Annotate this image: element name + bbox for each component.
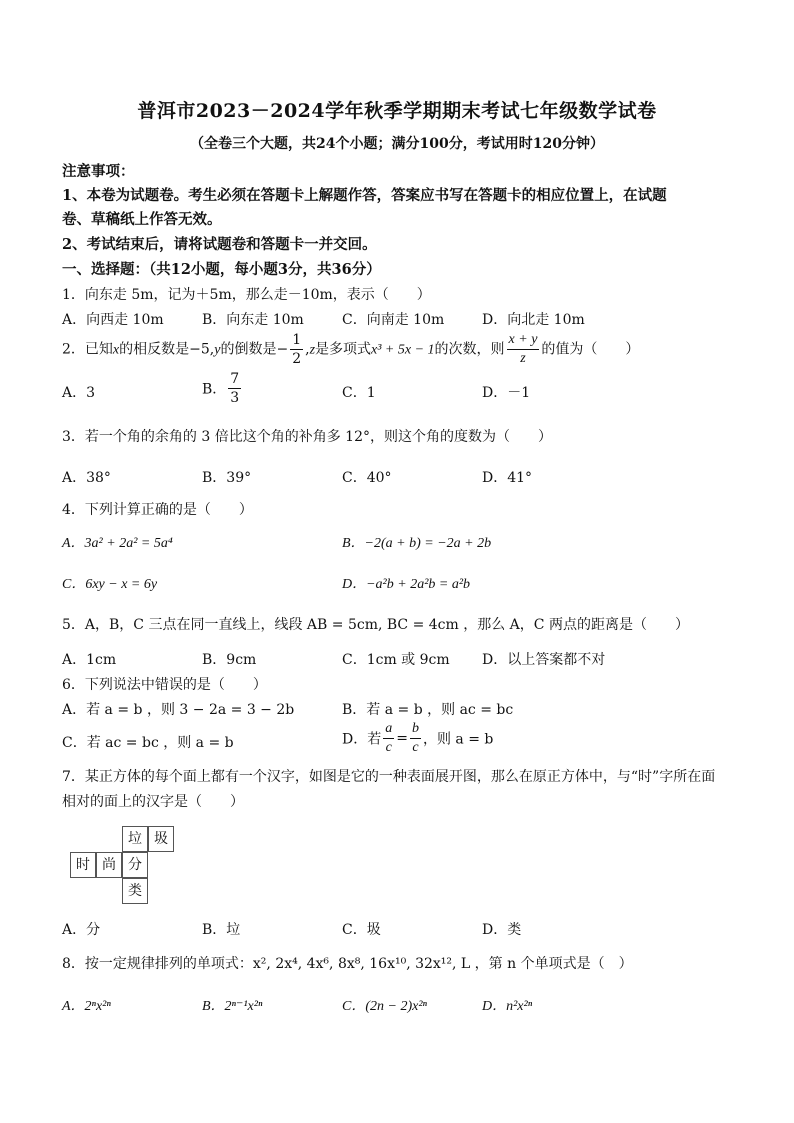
fraction-denominator: 3 (230, 390, 240, 406)
fraction-numerator: x + y (507, 333, 540, 350)
section-1-heading: 一、选择题：（共12小题，每小题3分，共36分） (62, 261, 381, 278)
q1-option-b: B．向东走 10m (202, 312, 304, 328)
net-cell: 圾 (148, 826, 174, 852)
q3-stem: 3．若一个角的余角的 3 倍比这个角的补角多 12°，则这个角的度数为（ ） (62, 429, 552, 445)
q4-stem: 4．下列计算正确的是（ ） (62, 502, 253, 518)
q1-option-c: C．向南走 10m (342, 312, 445, 328)
q2-polynomial: x³ + 5x − 1 (371, 342, 435, 358)
q6-fraction-a-over-c (383, 722, 394, 755)
q2-option-d: D．－1 (482, 385, 531, 401)
q6-equals: = (396, 730, 408, 747)
q2-stem-part: 是多项式 (315, 341, 372, 358)
page-title: 普洱市2023－2024学年秋季学期期末考试七年级数学试卷 (137, 100, 657, 122)
q2-fraction-xy-over-z (507, 333, 540, 366)
fraction-numerator: 7 (230, 371, 240, 387)
q7-option-b: B．垃 (202, 922, 241, 938)
q4-option-a: A．3a² + 2a² = 5a⁴ (62, 536, 173, 551)
q2-stem-part: 的值为（ ） (541, 341, 640, 358)
q1-stem: 1．向东走 5m，记为＋5m，那么走－10m，表示（ ） (62, 287, 431, 303)
q3-option-a: A．38° (62, 470, 111, 486)
fraction-denominator: z (520, 351, 526, 366)
q2-stem-part: , (305, 341, 310, 358)
note-1-line-2: 卷、草稿纸上作答无效。 (62, 211, 222, 228)
q6-option-d (342, 722, 493, 755)
net-cell: 垃 (122, 826, 148, 852)
q1-option-a: A．向西走 10m (62, 312, 164, 328)
q8-stem: 8．按一定规律排列的单项式：x², 2x⁴, 4x⁶, 8x⁸, 16x¹⁰, 32x¹², L ，第 n 个单项式是（ ） (62, 956, 633, 972)
q2-option-c: C．1 (342, 385, 376, 401)
q5-stem: 5．A，B，C 三点在同一直线上，线段 AB = 5cm, BC = 4cm ，那么 A，C 两点的距离是（ ） (62, 617, 689, 633)
q5-option-b: B．9cm (202, 652, 257, 668)
q2-stem-part: 的相反数是−5, (119, 341, 215, 358)
q7-option-d: D．类 (482, 922, 522, 938)
q2-var-z: z (309, 342, 316, 358)
q8-option-b: B．2ⁿ⁻¹x²ⁿ (202, 999, 263, 1014)
q2-var-x: x (112, 342, 120, 358)
q2-option-b-label: B． (202, 381, 227, 398)
net-cell: 时 (70, 852, 96, 878)
q8-option-a: A．2ⁿx²ⁿ (62, 999, 111, 1014)
fraction-denominator: 2 (292, 351, 302, 367)
q6-option-c: C．若 ac = bc ，则 a = b (62, 735, 234, 751)
q8-option-c: C．(2n − 2)x²ⁿ (342, 999, 427, 1014)
fraction-numerator: 1 (292, 332, 302, 348)
net-cell: 分 (122, 852, 148, 878)
note-2: 2、考试结束后，请将试题卷和答题卡一并交回。 (62, 236, 377, 253)
q8-option-d: D．n²x²ⁿ (482, 999, 533, 1014)
fraction-denominator: c (385, 740, 392, 755)
q2-stem (62, 333, 639, 366)
net-cell: 尚 (96, 852, 122, 878)
q7-stem-line-1: 7．某正方体的每个面上都有一个汉字，如图是它的一种表面展开图，那么在原正方体中，与“时”字所在面 (62, 769, 716, 785)
q6-fraction-b-over-c (410, 722, 421, 755)
q4-option-c: C．6xy − x = 6y (62, 577, 158, 592)
q4-option-d: D．−a²b + 2a²b = a²b (342, 577, 471, 592)
q6-stem: 6．下列说法中错误的是（ ） (62, 677, 267, 693)
q3-option-b: B．39° (202, 470, 252, 486)
q7-stem-line-2: 相对的面上的汉字是（ ） (62, 794, 244, 810)
q2-option-b-fraction (228, 372, 241, 405)
q4-option-b: B．−2(a + b) = −2a + 2b (342, 536, 492, 551)
q6-option-d-label: D．若 (342, 731, 382, 748)
q5-option-a: A．1cm (62, 652, 117, 668)
q2-option-b (202, 372, 243, 405)
q2-stem-part: 的倒数是− (220, 341, 289, 358)
q2-stem-part: 2．已知 (62, 341, 113, 358)
note-1-line-1: 1、本卷为试题卷。考生必须在答题卡上解题作答，答案应书写在答题卡的相应位置上，在试题 (62, 187, 667, 204)
q6-option-d-tail: ，则 a = b (422, 731, 494, 748)
q1-option-d: D．向北走 10m (482, 312, 585, 328)
fraction-numerator: a (383, 722, 394, 739)
fraction-denominator: c (412, 740, 419, 755)
q2-option-a: A．3 (62, 385, 96, 401)
notes-heading: 注意事项： (62, 163, 135, 180)
q6-option-b: B．若 a = b ，则 ac = bc (342, 702, 514, 718)
fraction-numerator: b (410, 722, 421, 739)
page-subtitle: （全卷三个大题，共24个小题；满分100分，考试用时120分钟） (190, 136, 604, 152)
q5-option-c: C．1cm 或 9cm (342, 652, 450, 668)
q5-option-d: D．以上答案都不对 (482, 652, 606, 668)
q3-option-c: C．40° (342, 470, 392, 486)
q2-var-y: y (214, 342, 221, 358)
q7-option-a: A．分 (62, 922, 101, 938)
q3-option-d: D．41° (482, 470, 533, 486)
q6-option-a: A．若 a = b ，则 3 − 2a = 3 − 2b (62, 702, 295, 718)
net-cell: 类 (122, 878, 148, 904)
q2-fraction-half (290, 333, 303, 366)
q7-option-c: C．圾 (342, 922, 381, 938)
q2-stem-part: 的次数，则 (434, 341, 505, 358)
